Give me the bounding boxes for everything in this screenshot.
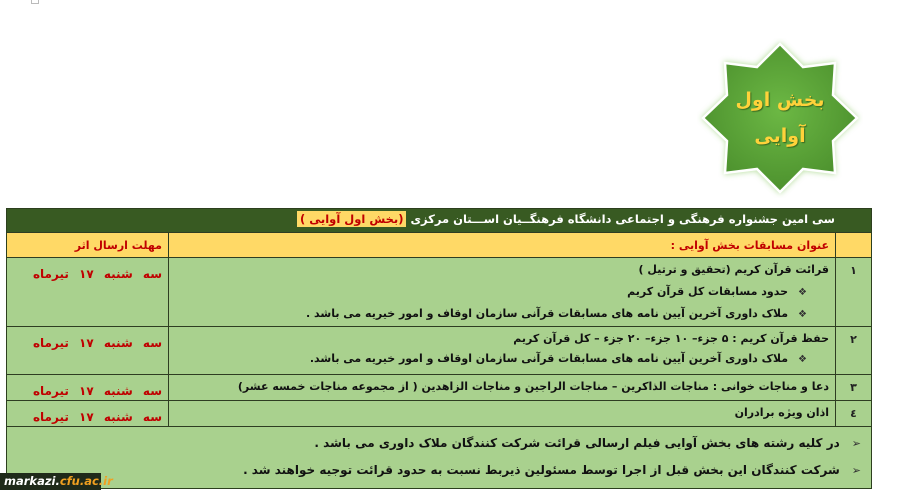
diamond-bullet-icon: ❖ [798,287,807,298]
section-badge [697,38,863,198]
watermark-domain: cfu.ac.ir [59,474,113,488]
site-watermark [0,473,113,490]
badge-line-1: بخش اول [735,89,825,111]
deadline-text: سه شنبه ۱۷ تیرماه [32,267,162,281]
deadline-text: سه شنبه ۱۷ تیرماه [32,336,162,350]
table-header-row [7,233,871,258]
table-row [7,375,871,401]
deadline-text: سه شنبه ۱۷ تیرماه [32,410,162,424]
table-row [7,401,871,427]
row-deadline [7,375,168,400]
header-deadline: مهلت ارسال اثر [74,239,162,252]
note-text: در کلیه رشته های بخش آوایی فیلم ارسالی قرائت شرکت کنندگان ملاک داوری می باشد . [314,436,840,450]
notes-row [7,427,871,488]
row-bullet [169,352,807,365]
table-title [297,212,835,226]
bullet-text: حدود مسابقات کل قرآن کریم [627,285,789,298]
badge-line-2: آوایی [754,125,806,147]
table-row [7,258,871,327]
row-number: ۱ [835,258,871,326]
arrow-bullet-icon: ➢ [851,464,861,477]
row-title: اذان ویژه برادران [734,406,829,419]
row-bullet [169,307,807,320]
row-content [168,327,835,374]
diamond-bullet-icon: ❖ [798,309,807,320]
arrow-bullet-icon: ➢ [851,437,861,450]
row-title: دعا و مناجات خوانی : مناجات الذاکرین – مناجات الراجین و مناجات الزاهدین ( از مجموعه مناجات خمسه عشر) [237,380,829,393]
table-row [7,327,871,375]
row-deadline [7,401,168,426]
header-main: عنوان مسابقات بخش آوایی : [168,233,835,257]
note-text: شرکت کنندگان این بخش قبل از اجرا توسط مسئولین ذیربط نسبت به حدود قرائت توجیه خواهند شد . [243,463,840,477]
row-deadline [7,258,168,326]
note-item [243,463,861,477]
row-number: ۲ [835,327,871,374]
row-number: ۳ [835,375,871,400]
row-content [168,401,835,426]
deadline-text: سه شنبه ۱۷ تیرماه [32,384,162,398]
row-title: حفظ قرآن کریم : ۵ جزء– ۱۰ جزء– ۲۰ جزء – کل قرآن کریم [513,332,829,345]
competition-table [6,208,872,489]
row-number: ٤ [835,401,871,426]
row-bullet [169,285,807,298]
bullet-text: ملاک داوری آخرین آیین نامه های مسابقات قرآنی سازمان اوقاف و امور خیریه می باشد . [306,307,789,320]
table-title-row [7,209,871,233]
note-item [314,436,861,450]
diamond-bullet-icon: ❖ [798,354,807,365]
table-title-text: سی امین جشنواره فرهنگی و اجتماعی دانشگاه فرهنگــیان اســـتان مرکزی [410,212,835,226]
corner-mark [31,0,39,4]
table-title-highlight: (بخش اول آوایی ) [297,211,406,227]
watermark-prefix: markazi. [4,474,60,488]
row-deadline [7,327,168,374]
row-title: قرائت قرآن کریم (تحقیق و ترتیل ) [638,263,829,276]
row-content [168,375,835,400]
bullet-text: ملاک داوری آخرین آیین نامه های مسابقات قرآنی سازمان اوقاف و امور خیریه می باشد. [309,352,789,365]
row-content [168,258,835,326]
header-num-cell [835,233,871,257]
